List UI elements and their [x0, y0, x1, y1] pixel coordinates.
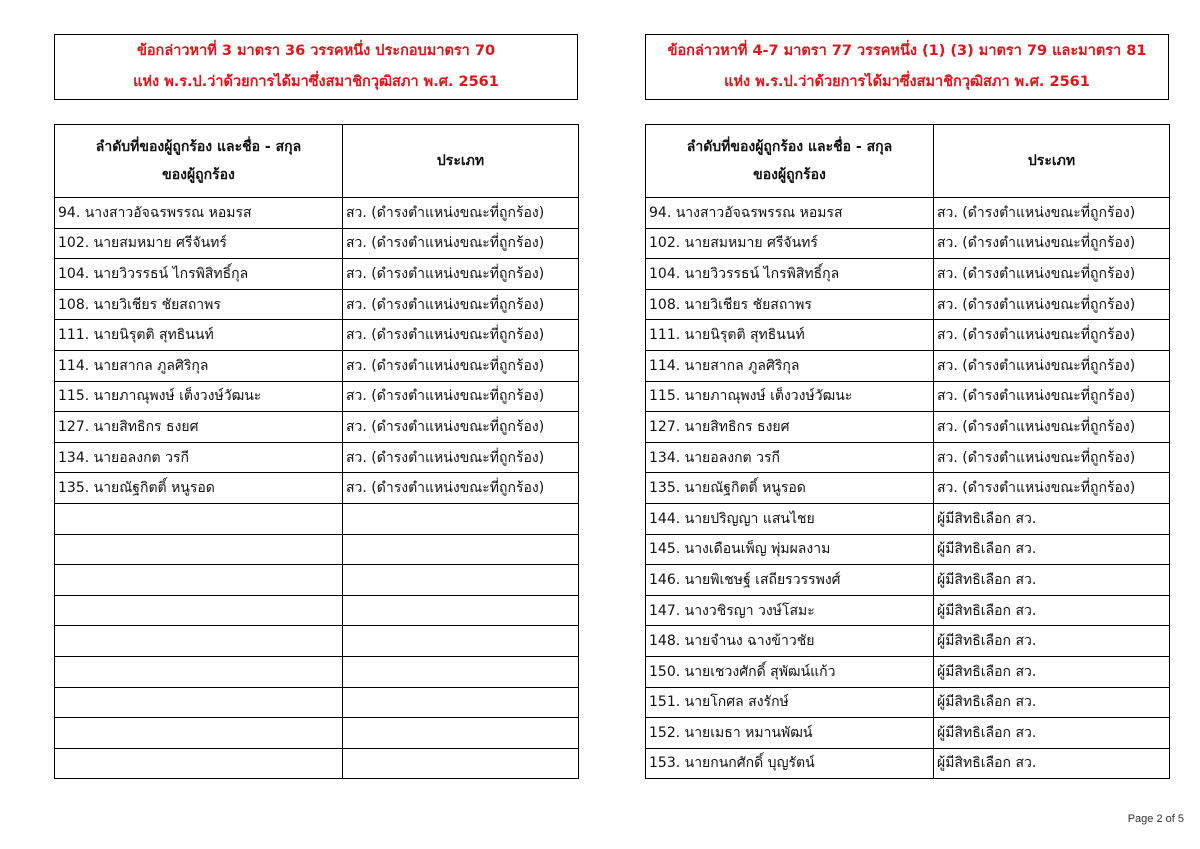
respondent-type-cell: สว. (ดำรงตำแหน่งขณะที่ถูกร้อง) [343, 350, 579, 381]
table-row [55, 442, 579, 473]
table-row [646, 626, 1170, 657]
respondent-type-cell: สว. (ดำรงตำแหน่งขณะที่ถูกร้อง) [934, 228, 1170, 259]
table-row [646, 534, 1170, 565]
table-row [646, 350, 1170, 381]
right-name-header-line-1: ลำดับที่ของผู้ถูกร้อง และชื่อ - สกุล [686, 139, 893, 155]
respondent-name-cell [55, 656, 343, 687]
respondent-name-cell: 115. นายภาณุพงษ์ เต็งวงษ์วัฒนะ [55, 381, 343, 412]
table-row [55, 473, 579, 504]
table-row [646, 320, 1170, 351]
table-row [55, 412, 579, 443]
respondent-type-cell [343, 748, 579, 779]
respondent-name-cell: 152. นายเมธา หมานพัฒน์ [646, 718, 934, 749]
respondent-type-cell [343, 718, 579, 749]
respondent-name-cell: 104. นายวิวรรธน์ ไกรพิสิทธิ์กุล [646, 259, 934, 290]
right-panel [645, 34, 1169, 779]
left-panel [54, 34, 578, 779]
respondent-type-cell [343, 687, 579, 718]
respondent-type-cell: สว. (ดำรงตำแหน่งขณะที่ถูกร้อง) [343, 289, 579, 320]
respondent-name-cell: 111. นายนิรุตติ สุทธินนท์ [55, 320, 343, 351]
respondent-name-cell: 102. นายสมหมาย ศรีจันทร์ [646, 228, 934, 259]
left-name-header-line-1: ลำดับที่ของผู้ถูกร้อง และชื่อ - สกุล [95, 139, 302, 155]
respondent-name-cell: 153. นายกนกศักดิ์ บุญรัตน์ [646, 748, 934, 779]
respondent-type-cell: สว. (ดำรงตำแหน่งขณะที่ถูกร้อง) [934, 320, 1170, 351]
right-charge-line-2: แห่ง พ.ร.ป.ว่าด้วยการได้มาซึ่งสมาชิกวุฒิสภา พ.ศ. 2561 [724, 74, 1090, 90]
respondent-type-cell: สว. (ดำรงตำแหน่งขณะที่ถูกร้อง) [343, 412, 579, 443]
table-row [646, 718, 1170, 749]
respondent-type-cell: สว. (ดำรงตำแหน่งขณะที่ถูกร้อง) [934, 198, 1170, 229]
respondent-type-cell: ผู้มีสิทธิเลือก สว. [934, 748, 1170, 779]
table-row [646, 412, 1170, 443]
respondent-name-cell: 151. นายโกศล สงรักษ์ [646, 687, 934, 718]
table-row [55, 228, 579, 259]
table-row [646, 595, 1170, 626]
respondent-type-cell: สว. (ดำรงตำแหน่งขณะที่ถูกร้อง) [343, 473, 579, 504]
table-row [55, 350, 579, 381]
table-row [55, 595, 579, 626]
respondent-name-cell: 150. นายเชวงศักดิ์ สุพัฒน์แก้ว [646, 656, 934, 687]
table-row [55, 565, 579, 596]
respondent-type-cell: สว. (ดำรงตำแหน่งขณะที่ถูกร้อง) [934, 412, 1170, 443]
respondent-type-cell: สว. (ดำรงตำแหน่งขณะที่ถูกร้อง) [343, 259, 579, 290]
respondent-type-cell: สว. (ดำรงตำแหน่งขณะที่ถูกร้อง) [343, 320, 579, 351]
right-charge-line-1: ข้อกล่าวหาที่ 4-7 มาตรา 77 วรรคหนึ่ง (1) (3) มาตรา 79 และมาตรา 81 [667, 43, 1147, 59]
respondent-name-cell: 114. นายสากล ภูลศิริกุล [55, 350, 343, 381]
respondent-name-cell: 134. นายอลงกต วรกี [646, 442, 934, 473]
respondent-name-cell: 108. นายวิเชียร ชัยสถาพร [55, 289, 343, 320]
respondent-type-cell: สว. (ดำรงตำแหน่งขณะที่ถูกร้อง) [343, 442, 579, 473]
respondent-type-cell [343, 534, 579, 565]
respondent-name-cell: 94. นางสาวอัจฉรพรรณ หอมรส [55, 198, 343, 229]
respondent-type-cell: สว. (ดำรงตำแหน่งขณะที่ถูกร้อง) [343, 228, 579, 259]
table-row [646, 228, 1170, 259]
table-row [55, 503, 579, 534]
respondent-type-cell: สว. (ดำรงตำแหน่งขณะที่ถูกร้อง) [934, 259, 1170, 290]
left-name-column-header [55, 125, 343, 198]
respondent-name-cell: 135. นายณัฐกิตติ์ หนูรอด [55, 473, 343, 504]
table-row [55, 687, 579, 718]
respondent-type-cell [343, 595, 579, 626]
table-row [646, 442, 1170, 473]
respondent-name-cell [55, 595, 343, 626]
right-name-header-line-2: ของผู้ถูกร้อง [753, 167, 826, 183]
table-row [55, 718, 579, 749]
table-row [646, 473, 1170, 504]
respondent-name-cell [55, 687, 343, 718]
respondent-name-cell: 104. นายวิวรรธน์ ไกรพิสิทธิ์กุล [55, 259, 343, 290]
table-row [646, 687, 1170, 718]
right-type-column-header: ประเภท [934, 125, 1170, 198]
respondent-name-cell: 146. นายพิเชษฐ์ เสถียรวรรพงศ์ [646, 565, 934, 596]
left-type-column-header: ประเภท [343, 125, 579, 198]
table-row [55, 534, 579, 565]
respondent-type-cell: สว. (ดำรงตำแหน่งขณะที่ถูกร้อง) [934, 473, 1170, 504]
respondent-name-cell: 148. นายจำนง ฉางข้าวชัย [646, 626, 934, 657]
table-row [55, 198, 579, 229]
right-name-column-header [646, 125, 934, 198]
right-respondent-table [645, 124, 1170, 779]
table-row [646, 503, 1170, 534]
table-row [646, 656, 1170, 687]
respondent-name-cell: 114. นายสากล ภูลศิริกุล [646, 350, 934, 381]
left-charge-line-2: แห่ง พ.ร.ป.ว่าด้วยการได้มาซึ่งสมาชิกวุฒิสภา พ.ศ. 2561 [133, 74, 499, 90]
respondent-name-cell: 127. นายสิทธิกร ธงยศ [646, 412, 934, 443]
respondent-type-cell: ผู้มีสิทธิเลือก สว. [934, 503, 1170, 534]
right-charge-header [645, 34, 1169, 100]
respondent-type-cell: สว. (ดำรงตำแหน่งขณะที่ถูกร้อง) [343, 198, 579, 229]
respondent-type-cell: ผู้มีสิทธิเลือก สว. [934, 718, 1170, 749]
page-number: Page 2 of 5 [1127, 813, 1184, 825]
table-row [55, 626, 579, 657]
table-row [646, 289, 1170, 320]
respondent-name-cell: 147. นางวชิรญา วงษ์โสมะ [646, 595, 934, 626]
respondent-type-cell [343, 656, 579, 687]
respondent-name-cell: 111. นายนิรุตติ สุทธินนท์ [646, 320, 934, 351]
respondent-name-cell: 108. นายวิเชียร ชัยสถาพร [646, 289, 934, 320]
respondent-name-cell [55, 626, 343, 657]
respondent-type-cell [343, 503, 579, 534]
table-row [55, 259, 579, 290]
respondent-type-cell: สว. (ดำรงตำแหน่งขณะที่ถูกร้อง) [934, 289, 1170, 320]
respondent-type-cell: ผู้มีสิทธิเลือก สว. [934, 565, 1170, 596]
left-charge-line-1: ข้อกล่าวหาที่ 3 มาตรา 36 วรรคหนึ่ง ประกอบมาตรา 70 [136, 43, 496, 59]
table-row [55, 289, 579, 320]
respondent-name-cell: 135. นายณัฐกิตติ์ หนูรอด [646, 473, 934, 504]
respondent-name-cell: 145. นางเดือนเพ็ญ พุ่มผลงาม [646, 534, 934, 565]
table-row [646, 259, 1170, 290]
respondent-type-cell: ผู้มีสิทธิเลือก สว. [934, 687, 1170, 718]
respondent-name-cell [55, 718, 343, 749]
respondent-name-cell [55, 565, 343, 596]
respondent-type-cell: ผู้มีสิทธิเลือก สว. [934, 626, 1170, 657]
respondent-type-cell: สว. (ดำรงตำแหน่งขณะที่ถูกร้อง) [343, 381, 579, 412]
table-row [646, 198, 1170, 229]
respondent-name-cell: 144. นายปริญญา แสนไชย [646, 503, 934, 534]
table-row [646, 748, 1170, 779]
respondent-name-cell: 94. นางสาวอัจฉรพรรณ หอมรส [646, 198, 934, 229]
left-name-header-line-2: ของผู้ถูกร้อง [162, 167, 235, 183]
respondent-name-cell [55, 534, 343, 565]
respondent-name-cell: 115. นายภาณุพงษ์ เต็งวงษ์วัฒนะ [646, 381, 934, 412]
respondent-type-cell [343, 626, 579, 657]
respondent-type-cell: ผู้มีสิทธิเลือก สว. [934, 656, 1170, 687]
left-respondent-table [54, 124, 579, 779]
respondent-type-cell: ผู้มีสิทธิเลือก สว. [934, 595, 1170, 626]
respondent-type-cell: สว. (ดำรงตำแหน่งขณะที่ถูกร้อง) [934, 381, 1170, 412]
left-table-header-row [55, 125, 579, 198]
respondent-name-cell [55, 503, 343, 534]
table-row [646, 565, 1170, 596]
respondent-name-cell: 127. นายสิทธิกร ธงยศ [55, 412, 343, 443]
respondent-name-cell: 102. นายสมหมาย ศรีจันทร์ [55, 228, 343, 259]
table-row [55, 656, 579, 687]
table-row [646, 381, 1170, 412]
left-table-body [55, 198, 579, 779]
respondent-type-cell: สว. (ดำรงตำแหน่งขณะที่ถูกร้อง) [934, 442, 1170, 473]
respondent-type-cell [343, 565, 579, 596]
right-table-header-row [646, 125, 1170, 198]
respondent-type-cell: ผู้มีสิทธิเลือก สว. [934, 534, 1170, 565]
respondent-name-cell [55, 748, 343, 779]
table-row [55, 381, 579, 412]
table-row [55, 320, 579, 351]
respondent-name-cell: 134. นายอลงกต วรกี [55, 442, 343, 473]
table-row [55, 748, 579, 779]
respondent-type-cell: สว. (ดำรงตำแหน่งขณะที่ถูกร้อง) [934, 350, 1170, 381]
right-table-body [646, 198, 1170, 779]
left-charge-header [54, 34, 578, 100]
